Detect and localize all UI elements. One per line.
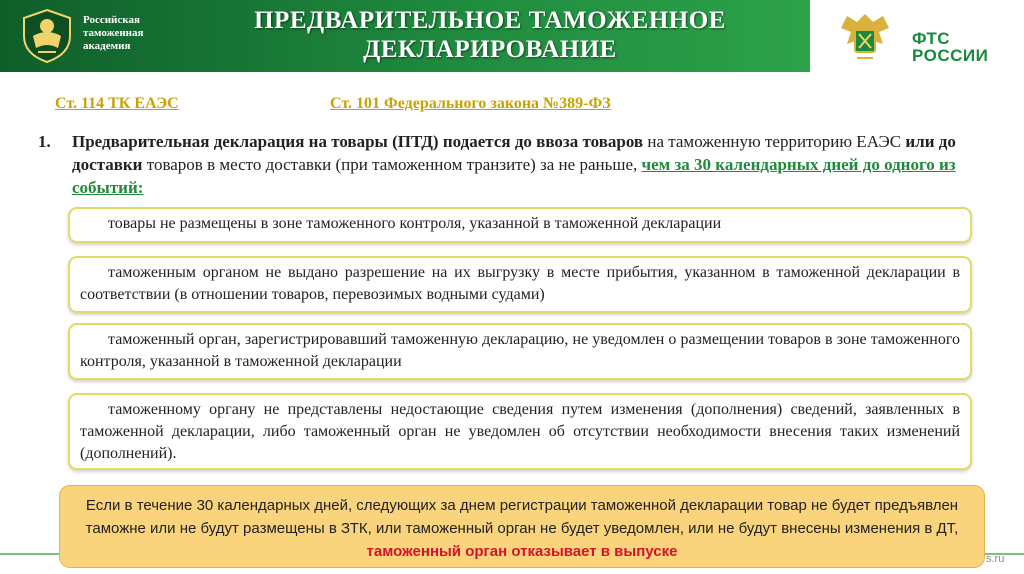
header-banner (0, 0, 810, 72)
paragraph-body (72, 130, 968, 199)
condition-box (68, 323, 972, 380)
reference-federal-law[interactable]: Ст. 101 Федерального закона №389-ФЗ (330, 95, 611, 112)
paragraph-bold-1: Предварительная декларация на товары (ПТД) подается до ввоза товаров (72, 132, 644, 151)
callout-text: Если в течение 30 календарных дней, следующих за днем регистрации таможенной декларации товар не будет предъявлен таможне или не будут размещены в ЗТК, или таможенный орган не будет уведомлен, или не будут внесены изменения в ДТ, (85, 497, 959, 537)
academy-line: Российская (83, 14, 140, 26)
condition-box (68, 256, 972, 313)
condition-box (68, 207, 972, 243)
footer-site-fragment: s.ru (986, 553, 1005, 565)
academy-line: таможенная (83, 27, 144, 39)
callout-highlight: таможенный орган отказывает в выпуске (366, 543, 678, 560)
condition-text: таможенным органом не выдано разрешение на их выгрузку в месте прибытия, указанном в таможенной декларации в соответствии (в отношении товаров, перевозимых водными судами) (80, 264, 960, 303)
main-paragraph (38, 130, 968, 199)
title-line: ПРЕДВАРИТЕЛЬНОЕ ТАМОЖЕННОЕ (254, 7, 726, 34)
paragraph-bold-2: или до доставки (72, 132, 956, 174)
page-title (220, 6, 760, 64)
reference-tk-eaes[interactable]: Ст. 114 ТК ЕАЭС (55, 95, 179, 112)
paragraph-text-1: на таможенную территорию ЕАЭС (643, 132, 906, 151)
paragraph-text-2: товаров в место доставки (при таможенном транзите) за не раньше, (142, 155, 642, 174)
paragraph-number: 1. (38, 132, 51, 151)
fts-line: РОССИИ (912, 46, 989, 65)
condition-text: таможенный орган, зарегистрировавший таможенную декларацию, не уведомлен о размещении товаров в зоне таможенного контроля, указанной в таможенной декларации (80, 331, 960, 370)
warning-callout (59, 485, 985, 568)
paragraph-highlight: чем за 30 календарных дней до одного из событий: (72, 155, 956, 197)
fts-logo-text (912, 30, 988, 64)
condition-box (68, 393, 972, 470)
academy-name (83, 14, 203, 53)
fts-emblem-icon (833, 8, 897, 66)
academy-line: академия (83, 40, 131, 52)
condition-text: товары не размещены в зоне таможенного контроля, указанной в таможенной декларации (108, 215, 722, 232)
condition-text: таможенному органу не представлены недостающие сведения путем изменения (дополнения) сведений, заявленных в таможенной декларации, либо таможенный орган не уведомлен об отсутствии необходимости внесения таких изменений (дополнений). (80, 401, 960, 462)
fts-line: ФТС (912, 29, 951, 48)
title-line: ДЕКЛАРИРОВАНИЕ (363, 36, 617, 63)
academy-emblem-icon (18, 6, 76, 64)
